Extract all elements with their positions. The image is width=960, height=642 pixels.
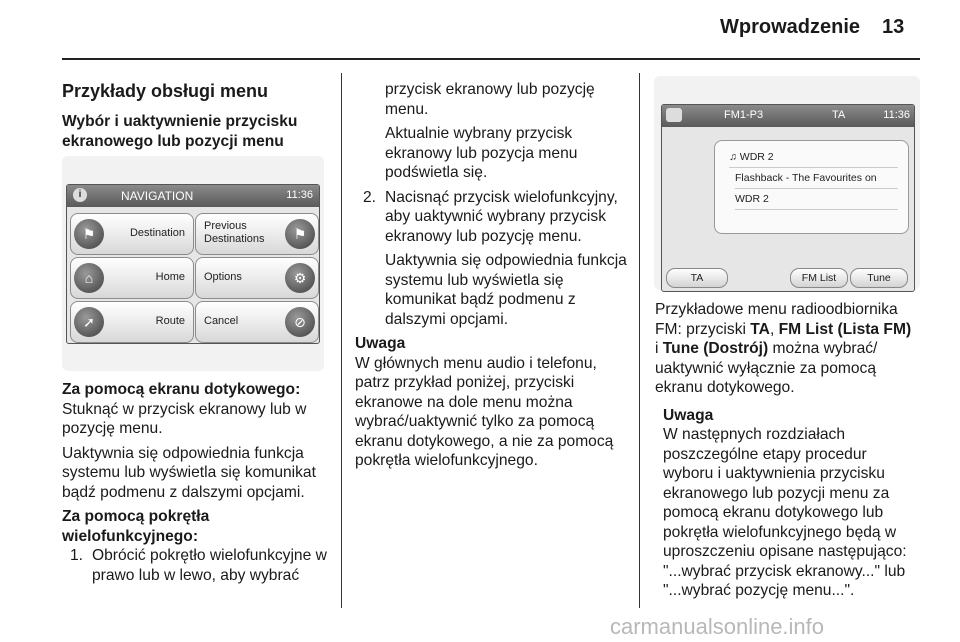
home-button[interactable] [70,257,194,299]
caption-tune: Tune (Dostrój) [662,340,769,357]
page-header-title: Wprowadzenie [719,16,860,38]
caption-ta: TA [750,320,770,338]
touch-label: Za pomocą ekranu dotykowego: [62,381,301,398]
touch-text: Stuknąć w przycisk ekranowy lub w pozycję menu. [62,400,307,437]
navigation-title-bar [67,185,319,207]
page-number: 13 [882,16,905,38]
radio-clock-time: 11:36 [883,109,910,121]
right-note-text: W następnych rozdziałach poszczególne etapy procedur wyboru i uaktywnienia przycisku ekranowego lub pozycji menu za pomocą ekranu dotykowego lub pokrętła wielofunkcyjnego będą w uproszczeniu opisane następująco: "...wybrać przycisk ekranowy..." lub "...wybrać pozycję menu...". [663,426,907,599]
ta-button[interactable]: TA [666,268,728,288]
step-2 [355,188,627,247]
destination-flag-icon: ⚑ [74,219,104,249]
band-label: FM1-P3 [724,109,764,121]
fm-list-button[interactable]: FM List [790,268,848,288]
navigation-title: NAVIGATION [121,189,194,203]
radio-screen [661,104,915,292]
middle-column [355,80,627,476]
step-1-continued: przycisk ekranowy lub pozycję menu. [385,81,595,118]
radio-caption [655,300,917,398]
cancel-label: Cancel [204,315,239,327]
step-2-text: Nacisnąć przycisk wielofunkcyjny, aby uaktywnić wybrany przycisk ekranowy lub pozycję menu. [385,188,618,245]
right-note [663,406,917,601]
radio-title-bar [662,105,914,127]
step-2-note: Uaktywnia się odpowiednia funkcja systemu lub wyświetla się komunikat bądź podmenu z dalszymi opcjami. [385,252,627,328]
home-label: Home [155,271,185,283]
home-icon: ⌂ [74,263,104,293]
left-column-lower [62,380,330,585]
section-heading: Przykłady obsługi menu [62,81,269,101]
ta-indicator: TA [832,109,846,121]
right-note-heading: Uwaga [663,406,714,424]
step-1 [62,546,330,585]
previous-destinations-button[interactable] [195,213,319,255]
route-button[interactable] [70,301,194,343]
column-divider-2 [639,73,640,608]
activate-text: Uaktywnia się odpowiednia funkcja systemu lub wyświetla się komunikat bądź podmenu z dalszymi opcjami. [62,444,316,501]
route-label: Route [155,315,185,327]
destination-label: Destination [129,227,185,239]
radio-icon[interactable] [666,108,682,122]
step-1-note: Aktualnie wybrany przycisk ekranowy lub pozycja menu podświetla się. [385,125,578,181]
previous-destinations-label [204,220,265,246]
destination-button[interactable] [70,213,194,255]
gear-icon: ⚙ [285,263,315,293]
note-heading: Uwaga [355,335,406,352]
caption-part-c: i [655,340,663,357]
left-column [62,80,330,167]
navigation-screen [66,184,320,344]
caption-part-a: Przykładowe menu radioodbiornika FM: przyciski [655,301,898,338]
station-list [714,140,909,234]
navigation-screenshot [62,156,324,371]
watermark: carmanualsonline.info [610,614,825,639]
music-note-icon: ♫ [729,151,737,163]
previous-label-line2: Destinations [204,233,265,245]
tune-button[interactable]: Tune [850,268,908,288]
previous-label-line1: Previous [204,220,247,232]
station-row-1-text: WDR 2 [739,151,774,163]
knob-label: Za pomocą pokrętła wielofunkcyjnego: [62,508,210,545]
cancel-button[interactable] [195,301,319,343]
right-column [655,300,917,606]
radio-screenshot [654,76,920,290]
cancel-icon: ⊘ [285,307,315,337]
station-row-1[interactable] [729,147,898,168]
options-button[interactable] [195,257,319,299]
options-label: Options [204,271,242,283]
caption-fm-list: FM List (Lista FM) [778,320,912,338]
info-icon[interactable]: i [73,188,87,202]
radio-text-row: Flashback - The Favourites on [735,168,898,189]
caption-part-d: można wybrać/ uaktywnić wyłącznie za pomocą ekranu dotykowego. [655,340,878,396]
route-icon: ➚ [74,307,104,337]
step-2-number: 2. [363,188,377,206]
previous-destinations-flag-icon: ⚑ [285,219,315,249]
column-divider-1 [341,73,342,608]
header-rule [62,58,920,60]
caption-part-b: , [769,320,779,338]
step-1-number: 1. [70,547,84,564]
clock-time: 11:36 [286,189,313,201]
station-row-2[interactable]: WDR 2 [735,189,898,210]
note-text: W głównych menu audio i telefonu, patrz przykład poniżej, przyciski ekranowe na dole menu można wybrać/uaktywnić tylko za pomocą ekranu dotykowego, a nie za pomocą pokrętła wielofunkcyjnego. [355,354,614,469]
section-subheading: Wybór i uaktywnienie przycisku ekranowego lub pozycji menu [62,113,298,150]
step-1-text: Obrócić pokrętło wielofunkcyjne w prawo lub w lewo, aby wybrać [92,547,327,584]
